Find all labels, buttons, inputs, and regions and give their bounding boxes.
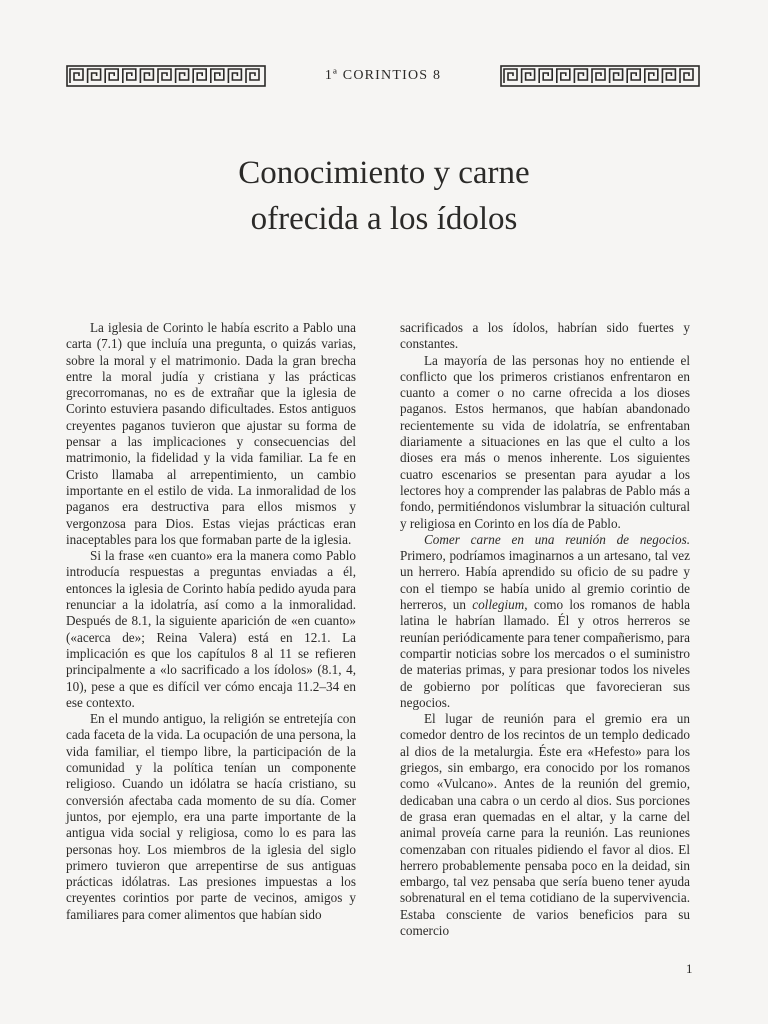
paragraph: Si la frase «en cuanto» era la manera como Pablo introducía respuestas a preguntas enviadas a él, entonces la iglesia de Corinto había pedido ayuda para renunciar a la idolatría, así como a la inmoralidad. Después de 8.1, la siguiente aparición de «en cuanto» («acerca de»; Reina Valera) está en 12.1. La implicación es que los capítulos 8 al 11 se refieren principalmente a «lo sacrificado a los ídolos» (8.1, 4, 10), pese a que es difícil ver cómo encaja 11.2–34 en ese contexto. — [66, 548, 356, 710]
greek-key-motif — [140, 69, 153, 83]
greek-key-motif — [228, 69, 241, 83]
latin-term: collegium — [472, 597, 525, 613]
paragraph: El lugar de reunión para el gremio era un comedor dentro de los recintos de un templo dedicado al dios de la metalurgia. Éste era «Hefesto» para los griegos, sin embargo, era conocido por los romanos como «Vulcano». Antes de la reunión del gremio, dedicaban una cabra o un cerdo al dios. Sus porciones de grasa eran quemadas en el altar, y la carne del animal proveía carne para la reunión. Las reuniones comenzaban con rituales pidiendo el favor al dios. El herrero probablemente pensaba poco en la deidad, sin embargo, tal vez pensaba que sería bueno tener ayuda sobrenatural en el tema cotidiano de la supervivencia. Estaba consciente de varios beneficios para su comercio — [400, 711, 690, 938]
greek-key-motif — [592, 69, 605, 83]
greek-key-motif — [680, 69, 693, 83]
paragraph-text: , como los romanos de habla latina le habrían llamado. Él y otros herreros se reunían periódicamente para tener compañerismo, para compartir noticias sobre los mercados o el suministro de materias primas, y para presionar todos los niveles de gobierno por políticas que favorecieran sus negocios. — [400, 597, 691, 710]
greek-key-motif — [627, 69, 640, 83]
greek-key-motif — [662, 69, 675, 83]
greek-key-motif — [610, 69, 623, 83]
greek-key-motif — [574, 69, 587, 83]
paragraph — [400, 532, 690, 711]
paragraph: sacrificados a los ídolos, habrían sido fuertes y constantes. — [400, 320, 690, 352]
page-number: 1 — [686, 961, 693, 976]
paragraph-text: Primero, podríamos imaginarnos a un artesano, tal vez un herrero. Había aprendido su oficio de su padre y con el tiempo se había unido al gremio corintio de herreros, un — [400, 548, 690, 613]
greek-key-ornament-left — [66, 65, 266, 87]
greek-key-motif — [645, 69, 658, 83]
greek-key-motif — [105, 69, 118, 83]
greek-key-motif — [246, 69, 259, 83]
greek-key-ornament-right — [500, 65, 700, 87]
greek-key-motif — [504, 69, 517, 83]
greek-key-motif — [193, 69, 206, 83]
page-header — [66, 64, 700, 88]
greek-key-motif — [158, 69, 171, 83]
greek-key-motif — [557, 69, 570, 83]
chapter-title-line-2: ofrecida a los ídolos — [250, 201, 518, 237]
greek-key-motif — [176, 69, 189, 83]
greek-key-motif — [522, 69, 535, 83]
greek-key-motif — [70, 69, 83, 83]
paragraph: La mayoría de las personas hoy no entiende el conflicto que los primeros cristianos enfrentaron en cuanto a comer o no carne ofrecida a los dioses paganos. Estos hermanos, que habían abandonado recientemente su vida de idolatría, se enfrentaban diariamente a situaciones en las que el culto a los dioses era más o menos inherente. Los siguientes cuatro escenarios se presentan para ayudar a los lectores hoy a comprender las palabras de Pablo más a fondo, permitiéndonos vislumbrar la situación cultural y religiosa en Corinto en los día de Pablo. — [400, 352, 690, 531]
chapter-title-line-1: Conocimiento y carne — [238, 155, 530, 191]
greek-key-motif — [88, 69, 101, 83]
chapter-title — [0, 150, 768, 242]
running-head: 1ª CORINTIOS 8 — [324, 68, 442, 83]
right-column — [400, 320, 690, 939]
greek-key-motif — [539, 69, 552, 83]
scenario-heading: Comer carne en una reunión de negocios. — [424, 531, 690, 547]
greek-key-motif — [123, 69, 136, 83]
paragraph: En el mundo antiguo, la religión se entretejía con cada faceta de la vida. La ocupación de una persona, la vida familiar, el tiempo libre, la participación de la comunidad y la política tenían un componente religioso. Cuando un idólatra se hacía cristiano, su conversión afectaba cada momento de su día. Comer juntos, por ejemplo, era una parte importante de la antigua vida social y religiosa, como lo es para las personas hoy. Los miembros de la iglesia del siglo primero tuvieron que arrepentirse de sus antiguas prácticas idólatras. Las presiones impuestas a los creyentes corintios por parte de vecinos, amigos y familiares para comer alimentos que habían sido — [66, 711, 356, 922]
greek-key-motif — [211, 69, 224, 83]
paragraph: La iglesia de Corinto le había escrito a Pablo una carta (7.1) que incluía una pregunta, o quizás varias, sobre la moral y el matrimonio. Dada la gran brecha entre la moral judía y cristiana y las prácticas grecorromanas, no es de extrañar que la iglesia de Corinto estuviera pasando dificultades. Estos antiguos creyentes paganos tuvieron que ajustar su forma de pensar a las implicaciones y consecuencias del matrimonio, la fidelidad y la vida familiar. La fe en Cristo llamaba al arrepentimiento, un cambio importante en el estilo de vida. La inmoralidad de los paganos era destructiva para ellos mismos y vergonzosa para Dios. Estas viejas prácticas eran inaceptables para los que formaban parte de la iglesia. — [66, 320, 356, 547]
left-column — [66, 320, 356, 923]
